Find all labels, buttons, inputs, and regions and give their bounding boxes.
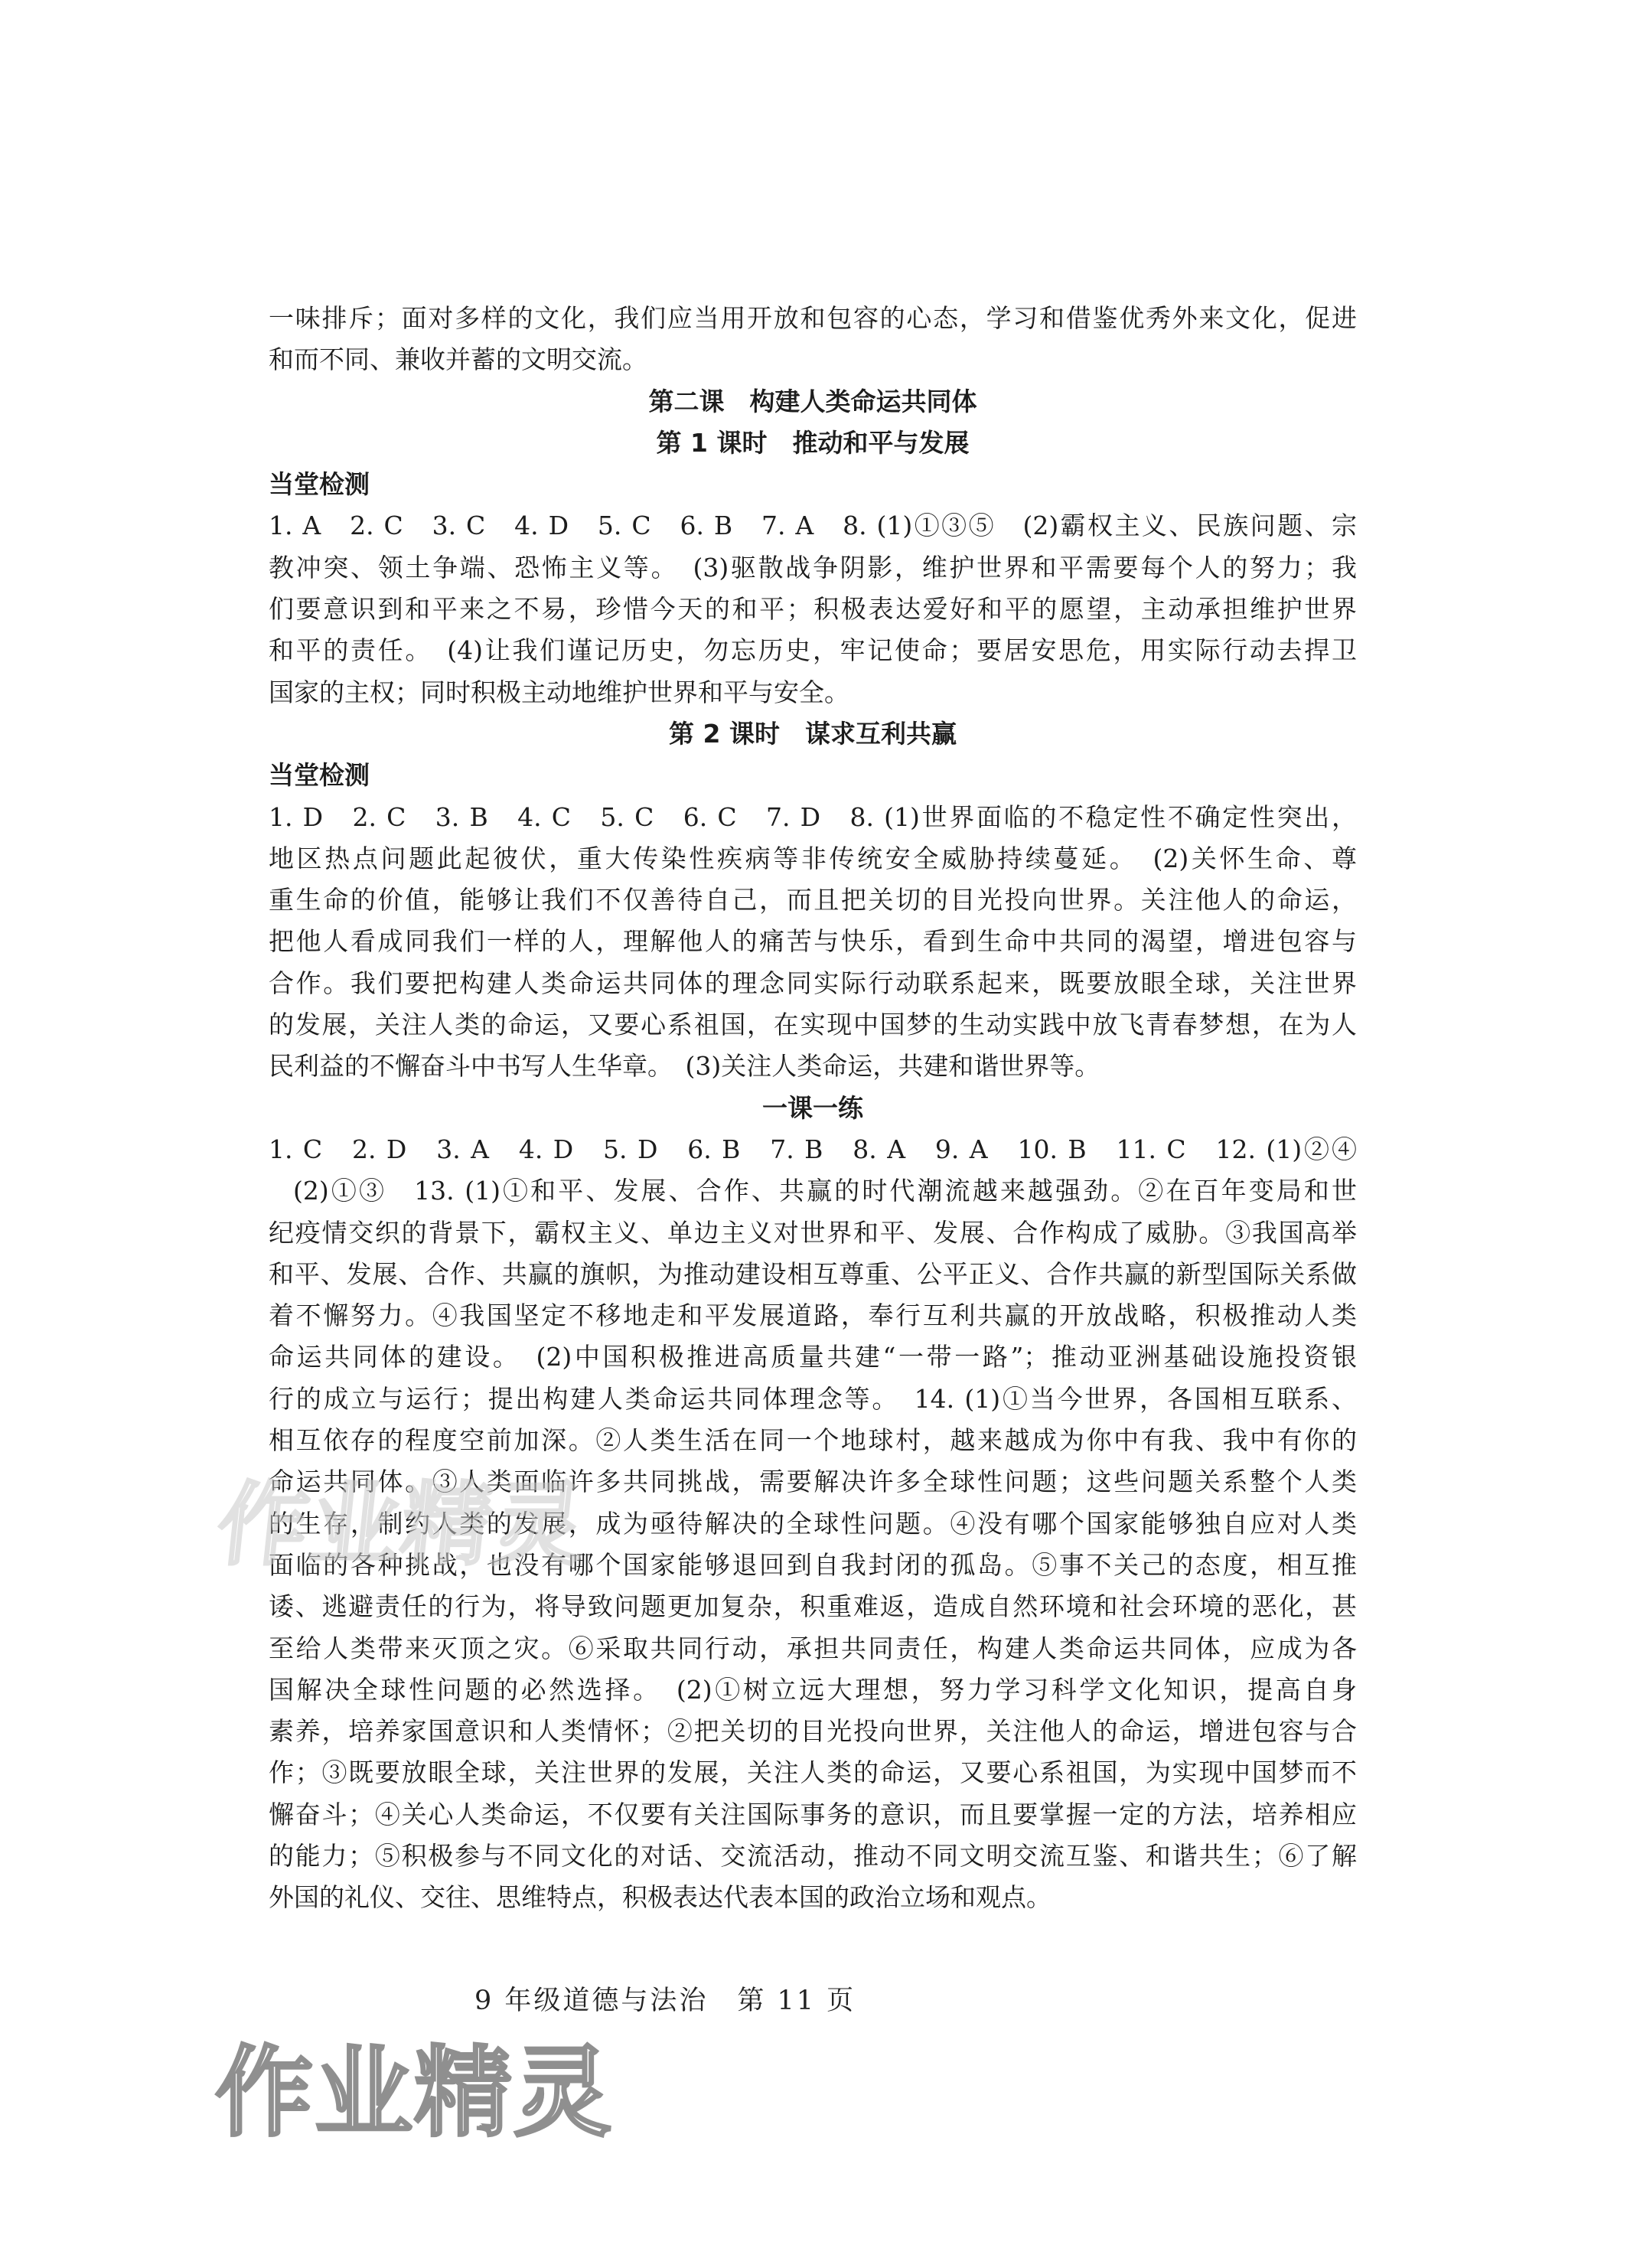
continuation-line: 一味排斥；面对多样的文化，我们应当用开放和包容的心态，学习和借鉴优秀外来文化，促进 xyxy=(269,303,1357,333)
period-1-section-label: 当堂检测 xyxy=(269,469,370,500)
answer-line: 把他人看成同我们一样的人，理解他人的痛苦与快乐，看到生命中共同的渴望，增进包容与 xyxy=(269,926,1357,957)
answer-line: 命运共同体的建设。 (2)中国积极推进高质量共建“一带一路”；推动亚洲基础设施投资银 xyxy=(269,1342,1357,1372)
period-2-title: 第 2 课时 谋求互利共赢 xyxy=(669,718,957,749)
answer-line: 作；③既要放眼全球，关注世界的发展，关注人类的命运，又要心系祖国，为实现中国梦而不 xyxy=(269,1757,1357,1788)
answer-line: 1. D 2. C 3. B 4. C 5. C 6. C 7. D 8. (1)世界面临的不稳定性不确定性突出， xyxy=(269,801,1357,832)
answer-line: 和平的责任。 (4)让我们谨记历史，勿忘历史，牢记使命；要居安思危，用实际行动去捍卫 xyxy=(269,635,1357,666)
answer-line: 国解决全球性问题的必然选择。 (2)①树立远大理想，努力学习科学文化知识，提高自身 xyxy=(269,1674,1357,1705)
period-1-title: 第 1 课时 推动和平与发展 xyxy=(656,427,970,458)
answer-line: 的能力；⑤积极参与不同文化的对话、交流活动，推动不同文明交流互鉴、和谐共生；⑥了解 xyxy=(269,1840,1357,1871)
answer-line: 教冲突、领土争端、恐怖主义等。 (3)驱散战争阴影，维护世界和平需要每个人的努力；我 xyxy=(269,552,1357,583)
answer-line: 懈奋斗；④关心人类命运，不仅要有关注国际事务的意识，而且要掌握一定的方法，培养相应 xyxy=(269,1799,1357,1829)
watermark-logo: 作业精灵 xyxy=(215,2036,614,2150)
answer-line: 行的成立与运行；提出构建人类命运共同体理念等。 14. (1)①当今世界，各国相互联系、 xyxy=(269,1383,1357,1414)
answer-line: 诿、逃避责任的行为，将导致问题更加复杂，积重难返，造成自然环境和社会环境的恶化，甚 xyxy=(269,1591,1357,1622)
answer-line: 的发展，关注人类的命运，又要心系祖国，在实现中国梦的生动实践中放飞青春梦想，在为人 xyxy=(269,1010,1357,1040)
answer-line: 命运共同体。③人类面临许多共同挑战，需要解决许多全球性问题；这些问题关系整个人类 xyxy=(269,1467,1357,1497)
answer-line: 重生命的价值，能够让我们不仅善待自己，而且把关切的目光投向世界。关注他人的命运， xyxy=(269,885,1357,915)
answer-line: (2)①③ 13. (1)①和平、发展、合作、共赢的时代潮流越来越强劲。②在百年变局和世 xyxy=(293,1176,1357,1206)
answer-line: 地区热点问题此起彼伏，重大传染性疾病等非传统安全威胁持续蔓延。 (2)关怀生命、尊 xyxy=(269,843,1357,873)
answer-line: 的生存，制约人类的发展，成为亟待解决的全球性问题。④没有哪个国家能够独自应对人类 xyxy=(269,1508,1357,1539)
page-footer: 9 年级道德与法治 第 11 页 xyxy=(474,1986,856,2016)
lesson-title: 第二课 构建人类命运共同体 xyxy=(648,386,977,416)
answer-line: 外国的礼仪、交往、思维特点，积极表达代表本国的政治立场和观点。 xyxy=(269,1882,1052,1913)
answer-line: 相互依存的程度空前加深。②人类生活在同一个地球村，越来越成为你中有我、我中有你的 xyxy=(269,1425,1357,1456)
answer-line: 合作。我们要把构建人类命运共同体的理念同实际行动联系起来，既要放眼全球，关注世界 xyxy=(269,968,1357,998)
answer-line: 至给人类带来灭顶之灾。⑥采取共同行动，承担共同责任，构建人类命运共同体，应成为各 xyxy=(269,1633,1357,1663)
answer-line: 面临的各种挑战，也没有哪个国家能够退回到自我封闭的孤岛。⑤事不关己的态度，相互推 xyxy=(269,1549,1357,1580)
answer-line: 着不懈努力。④我国坚定不移地走和平发展道路，奉行互利共赢的开放战略，积极推动人类 xyxy=(269,1300,1357,1331)
answer-line: 民利益的不懈奋斗中书写人生华章。 (3)关注人类命运，共建和谐世界等。 xyxy=(269,1051,1100,1082)
answer-line: 和平、发展、合作、共赢的旗帜，为推动建设相互尊重、公平正义、合作共赢的新型国际关系做 xyxy=(269,1258,1357,1289)
answer-line: 国家的主权；同时积极主动地维护世界和平与安全。 xyxy=(269,677,849,707)
answer-page-body xyxy=(269,298,1357,1919)
period-2-section-label: 当堂检测 xyxy=(269,760,370,791)
watermark-logo: 作业精灵 xyxy=(212,1472,592,1578)
continuation-line: 和而不同、兼收并蓄的文明交流。 xyxy=(269,344,647,375)
answer-line: 1. C 2. D 3. A 4. D 5. D 6. B 7. B 8. A 9. A 10. B 11. C 12. (1)②④ xyxy=(269,1134,1357,1164)
answer-line: 素养，培养家国意识和人类情怀；②把关切的目光投向世界，关注他人的命运，增进包容与合 xyxy=(269,1716,1357,1747)
answer-line: 1. A 2. C 3. C 4. D 5. C 6. B 7. A 8. (1)①③⑤ (2)霸权主义、民族问题、宗 xyxy=(269,511,1357,541)
answer-line: 纪疫情交织的背景下，霸权主义、单边主义对世界和平、发展、合作构成了威胁。③我国高举 xyxy=(269,1217,1357,1248)
practice-title: 一课一练 xyxy=(762,1092,863,1123)
answer-line: 们要意识到和平来之不易，珍惜今天的和平；积极表达爱好和平的愿望，主动承担维护世界 xyxy=(269,594,1357,625)
